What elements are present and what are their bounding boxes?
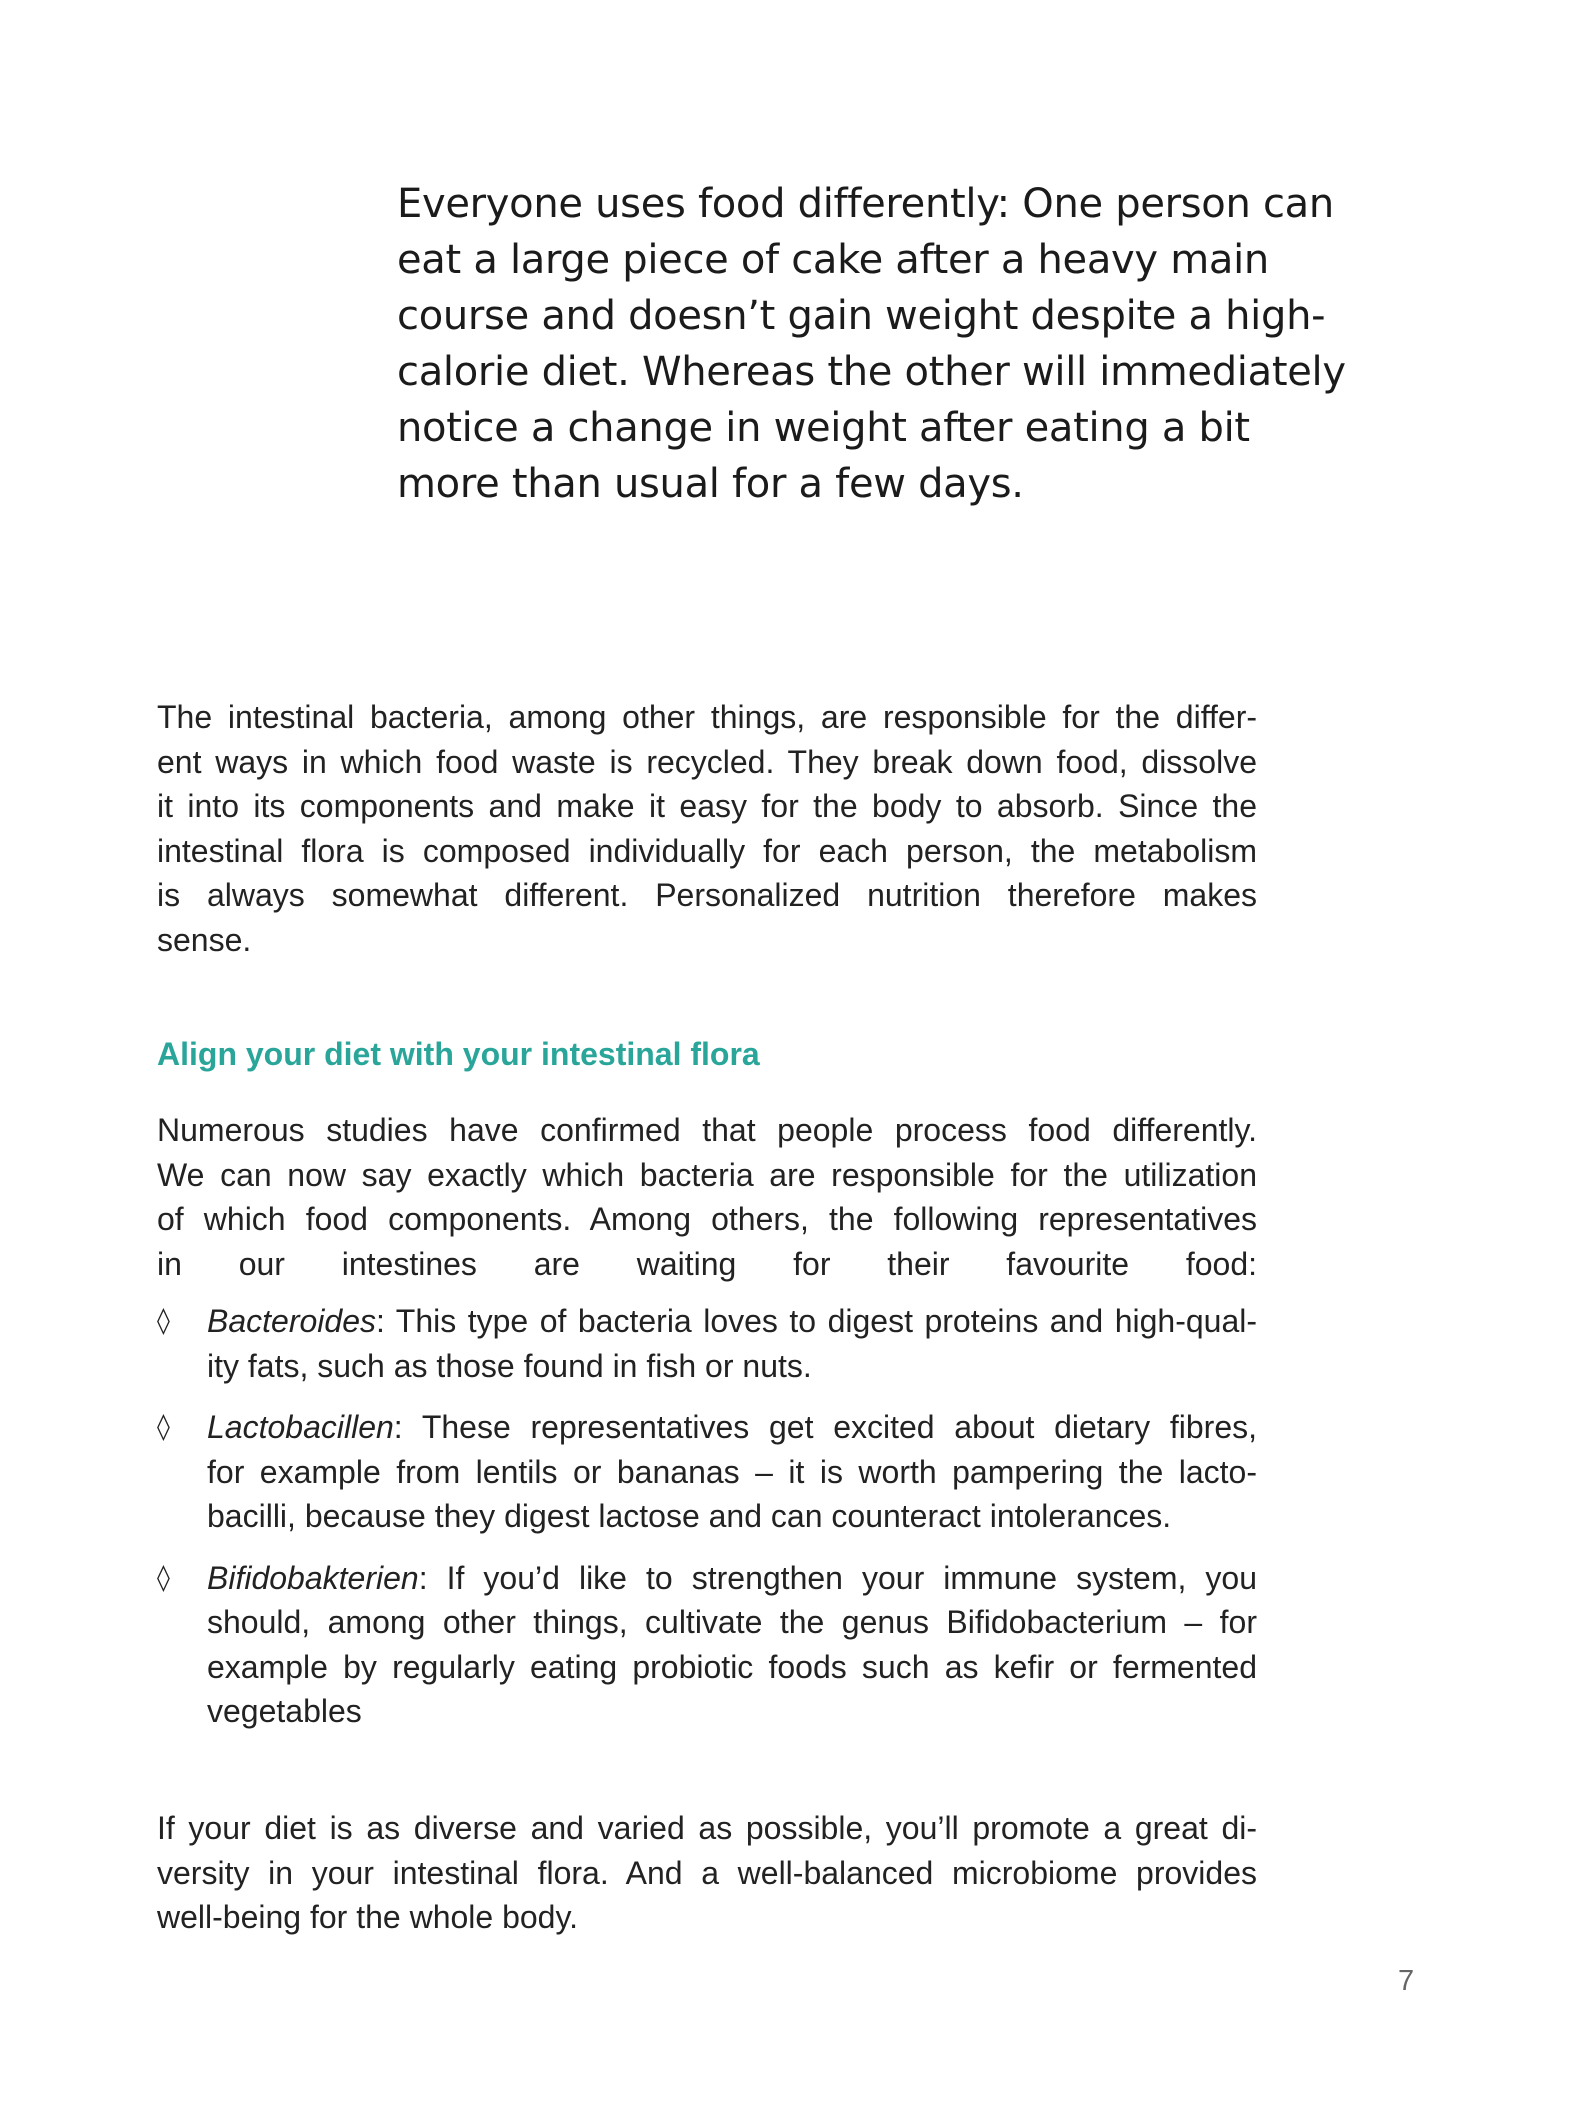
bullet-line: vegetables	[207, 1693, 362, 1729]
bullet-first-line	[207, 1556, 1257, 1601]
bullet-line: for example from lentils or bananas – it is worth pampering the lacto-	[207, 1453, 1257, 1490]
page-number: 7	[1398, 1965, 1415, 1997]
pull-quote	[397, 176, 1417, 512]
text-line: well-being for the whole body.	[157, 1899, 578, 1935]
text-line: it into its components and make it easy for the body to absorb. Since the	[157, 788, 1257, 824]
text-line: We can now say exactly which bacteria are responsible for the utilization	[157, 1156, 1257, 1193]
text-line: of which food components. Among others, the following representatives	[157, 1201, 1257, 1237]
bullet-line: bacilli, because they digest lactose and can counteract intolerances.	[207, 1498, 1172, 1534]
text-line: sense.	[157, 921, 252, 958]
text-line: versity in your intestinal flora. And a well-balanced microbiome provides	[157, 1854, 1257, 1891]
bullet-line: should, among other things, cultivate the genus Bifidobacterium – for	[207, 1604, 1257, 1640]
text-line: in our intestines are waiting for their favourite food:	[157, 1245, 1257, 1282]
bullet-text: : These representatives get excited about dietary fibres,	[393, 1409, 1257, 1445]
diamond-bullet-icon: ◊	[157, 1306, 170, 1336]
bullet-line: ity fats, such as those found in fish or nuts.	[207, 1347, 812, 1384]
bullet-term: Lactobacillen	[207, 1409, 394, 1445]
bullet-first-line	[207, 1405, 1257, 1450]
closing-paragraph	[157, 1806, 1257, 1940]
bullet-term: Bifidobakterien	[207, 1559, 419, 1596]
pull-quote-line: more than usual for a few days.	[397, 461, 1024, 507]
text-line: is always somewhat different. Personalized nutrition therefore makes	[157, 877, 1257, 913]
list-item	[157, 1556, 1257, 1734]
pull-quote-line: Everyone uses food differently: One person can	[397, 181, 1334, 227]
bullet-text: : If you’d like to strengthen your immune system, you	[418, 1559, 1257, 1596]
intro-paragraph	[157, 695, 1257, 962]
diamond-bullet-icon: ◊	[157, 1412, 170, 1442]
bullet-term: Bacteroides	[207, 1303, 376, 1339]
bullet-text: : This type of bacteria loves to digest proteins and high-qual-	[375, 1303, 1257, 1339]
text-line: Numerous studies have confirmed that people process food differently.	[157, 1112, 1257, 1148]
text-line: intestinal flora is composed individually for each person, the metabolism	[157, 832, 1257, 869]
bacteria-list	[157, 1299, 1257, 1751]
pull-quote-line: calorie diet. Whereas the other will immediately	[397, 349, 1346, 395]
bullet-first-line	[207, 1299, 1257, 1344]
text-line: The intestinal bacteria, among other things, are responsible for the differ-	[157, 699, 1257, 735]
pull-quote-line: notice a change in weight after eating a bit	[397, 405, 1250, 451]
list-item	[157, 1405, 1257, 1539]
text-line: If your diet is as diverse and varied as possible, you’ll promote a great di-	[157, 1810, 1257, 1846]
section-paragraph	[157, 1108, 1257, 1286]
diamond-bullet-icon: ◊	[157, 1562, 170, 1593]
pull-quote-line: course and doesn’t gain weight despite a high-	[397, 293, 1326, 339]
section-heading: Align your diet with your intestinal flora	[157, 1036, 760, 1072]
text-line: ent ways in which food waste is recycled. They break down food, dissolve	[157, 743, 1257, 780]
list-item	[157, 1299, 1257, 1388]
pull-quote-line: eat a large piece of cake after a heavy main	[397, 237, 1269, 283]
bullet-line: example by regularly eating probiotic foods such as kefir or fermented	[207, 1648, 1257, 1685]
